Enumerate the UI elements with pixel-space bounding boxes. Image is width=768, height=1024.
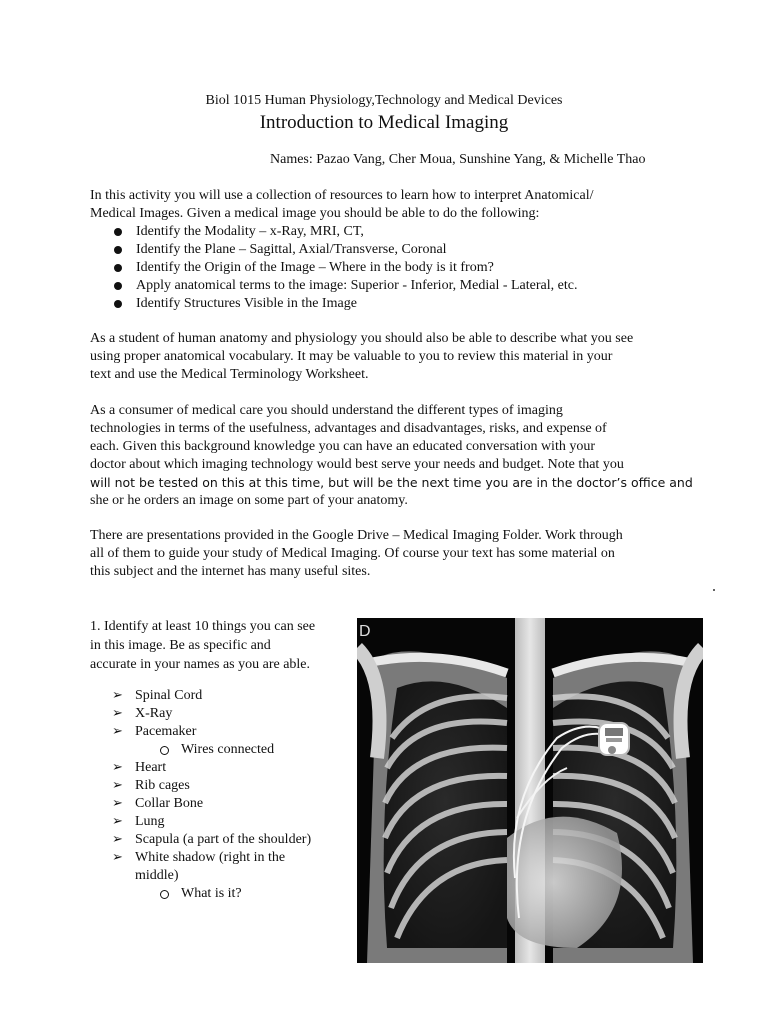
answer-text: Pacemaker <box>135 724 197 739</box>
answer-text: Spinal Cord <box>135 688 203 703</box>
answer-text: Wires connected <box>181 742 275 757</box>
answer-text: What is it? <box>181 886 242 901</box>
arrowhead-icon: ➢ <box>112 814 123 829</box>
list-item-text: Identify the Origin of the Image – Where in the body is it from? <box>136 260 494 275</box>
paragraph-line: using proper anatomical vocabulary. It may be valuable to you to review this material in your <box>90 349 613 364</box>
paragraph-line: As a consumer of medical care you should understand the different types of imaging <box>90 403 563 418</box>
answer-item <box>112 813 311 831</box>
paragraph-line: There are presentations provided in the Google Drive – Medical Imaging Folder. Work through <box>90 528 623 543</box>
arrowhead-icon: ➢ <box>112 724 123 739</box>
list-item-text: Apply anatomical terms to the image: Superior - Inferior, Medial - Lateral, etc. <box>136 278 578 293</box>
bullet-icon <box>114 264 122 272</box>
list-item <box>112 277 577 295</box>
objectives-list <box>112 223 577 313</box>
page-title: Introduction to Medical Imaging <box>259 112 509 133</box>
hollow-circle-icon <box>160 890 169 899</box>
answer-item <box>112 705 311 723</box>
answer-text: X-Ray <box>135 706 173 721</box>
arrowhead-icon: ➢ <box>112 778 123 793</box>
intro-paragraph <box>90 187 690 223</box>
stray-dot <box>713 589 715 591</box>
question-line: accurate in your names as you are able. <box>90 657 311 672</box>
list-item <box>112 259 577 277</box>
answer-text: Heart <box>135 760 167 775</box>
answer-subitem <box>112 741 311 759</box>
paragraph-line: all of them to guide your study of Medical Imaging. Of course your text has some material on <box>90 546 615 561</box>
question-prompt <box>90 617 315 674</box>
answer-text: middle) <box>135 868 179 883</box>
answer-item <box>112 795 311 813</box>
list-item-text: Identify Structures Visible in the Image <box>136 296 357 311</box>
paragraph-line: each. Given this background knowledge you can have an educated conversation with your <box>90 439 595 454</box>
names-line: Names: Pazao Vang, Cher Moua, Sunshine Yang, & Michelle Thao <box>270 152 646 167</box>
hollow-circle-icon <box>160 746 169 755</box>
chest-xray-image <box>357 618 703 963</box>
answer-item <box>112 849 311 867</box>
intro-line: In this activity you will use a collection of resources to learn how to interpret Anatomical/ <box>90 188 594 203</box>
student-paragraph <box>90 330 690 384</box>
answer-text: Rib cages <box>135 778 190 793</box>
answer-text: Lung <box>135 814 165 829</box>
paragraph-line: doctor about which imaging technology would best serve your needs and budget. Note that you <box>90 457 624 472</box>
answer-continuation <box>112 867 311 885</box>
course-line: Biol 1015 Human Physiology,Technology and Medical Devices <box>205 93 563 108</box>
list-item-text: Identify the Plane – Sagittal, Axial/Transverse, Coronal <box>136 242 447 257</box>
arrowhead-icon: ➢ <box>112 760 123 775</box>
answer-item <box>112 777 311 795</box>
arrowhead-icon: ➢ <box>112 688 123 703</box>
answer-item <box>112 831 311 849</box>
answer-text: White shadow (right in the <box>135 850 286 865</box>
answer-item <box>112 687 311 705</box>
arrowhead-icon: ➢ <box>112 706 123 721</box>
presentations-paragraph <box>90 527 690 581</box>
bullet-icon <box>114 300 122 308</box>
answers-list <box>112 687 311 903</box>
paragraph-line: she or he orders an image on some part of your anatomy. <box>90 493 408 508</box>
paragraph-line: As a student of human anatomy and physiology you should also be able to describe what you see <box>90 331 634 346</box>
list-item <box>112 241 577 259</box>
answer-item <box>112 723 311 741</box>
intro-line: Medical Images. Given a medical image you should be able to do the following: <box>90 206 540 221</box>
paragraph-line: technologies in terms of the usefulness, advantages and disadvantages, risks, and expense of <box>90 421 607 436</box>
arrowhead-icon: ➢ <box>112 796 123 811</box>
answer-text: Collar Bone <box>135 796 204 811</box>
list-item <box>112 295 577 313</box>
answer-subitem <box>112 885 311 903</box>
paragraph-line: text and use the Medical Terminology Worksheet. <box>90 367 369 382</box>
paragraph-line: will not be tested on this at this time, but will be the next time you are in the doctor’s office and <box>90 475 693 490</box>
list-item <box>112 223 577 241</box>
question-line: in this image. Be as specific and <box>90 638 271 653</box>
xray-marker: D <box>359 623 371 640</box>
bullet-icon <box>114 282 122 290</box>
paragraph-line: this subject and the internet has many useful sites. <box>90 564 371 579</box>
bullet-icon <box>114 228 122 236</box>
xray-graphic <box>357 618 703 963</box>
answer-text: Scapula (a part of the shoulder) <box>135 832 312 847</box>
consumer-paragraph <box>90 402 693 510</box>
list-item-text: Identify the Modality – x-Ray, MRI, CT, <box>136 224 364 239</box>
arrowhead-icon: ➢ <box>112 832 123 847</box>
bullet-icon <box>114 246 122 254</box>
question-line: 1. Identify at least 10 things you can see <box>90 619 316 634</box>
answer-item <box>112 759 311 777</box>
arrowhead-icon: ➢ <box>112 850 123 865</box>
